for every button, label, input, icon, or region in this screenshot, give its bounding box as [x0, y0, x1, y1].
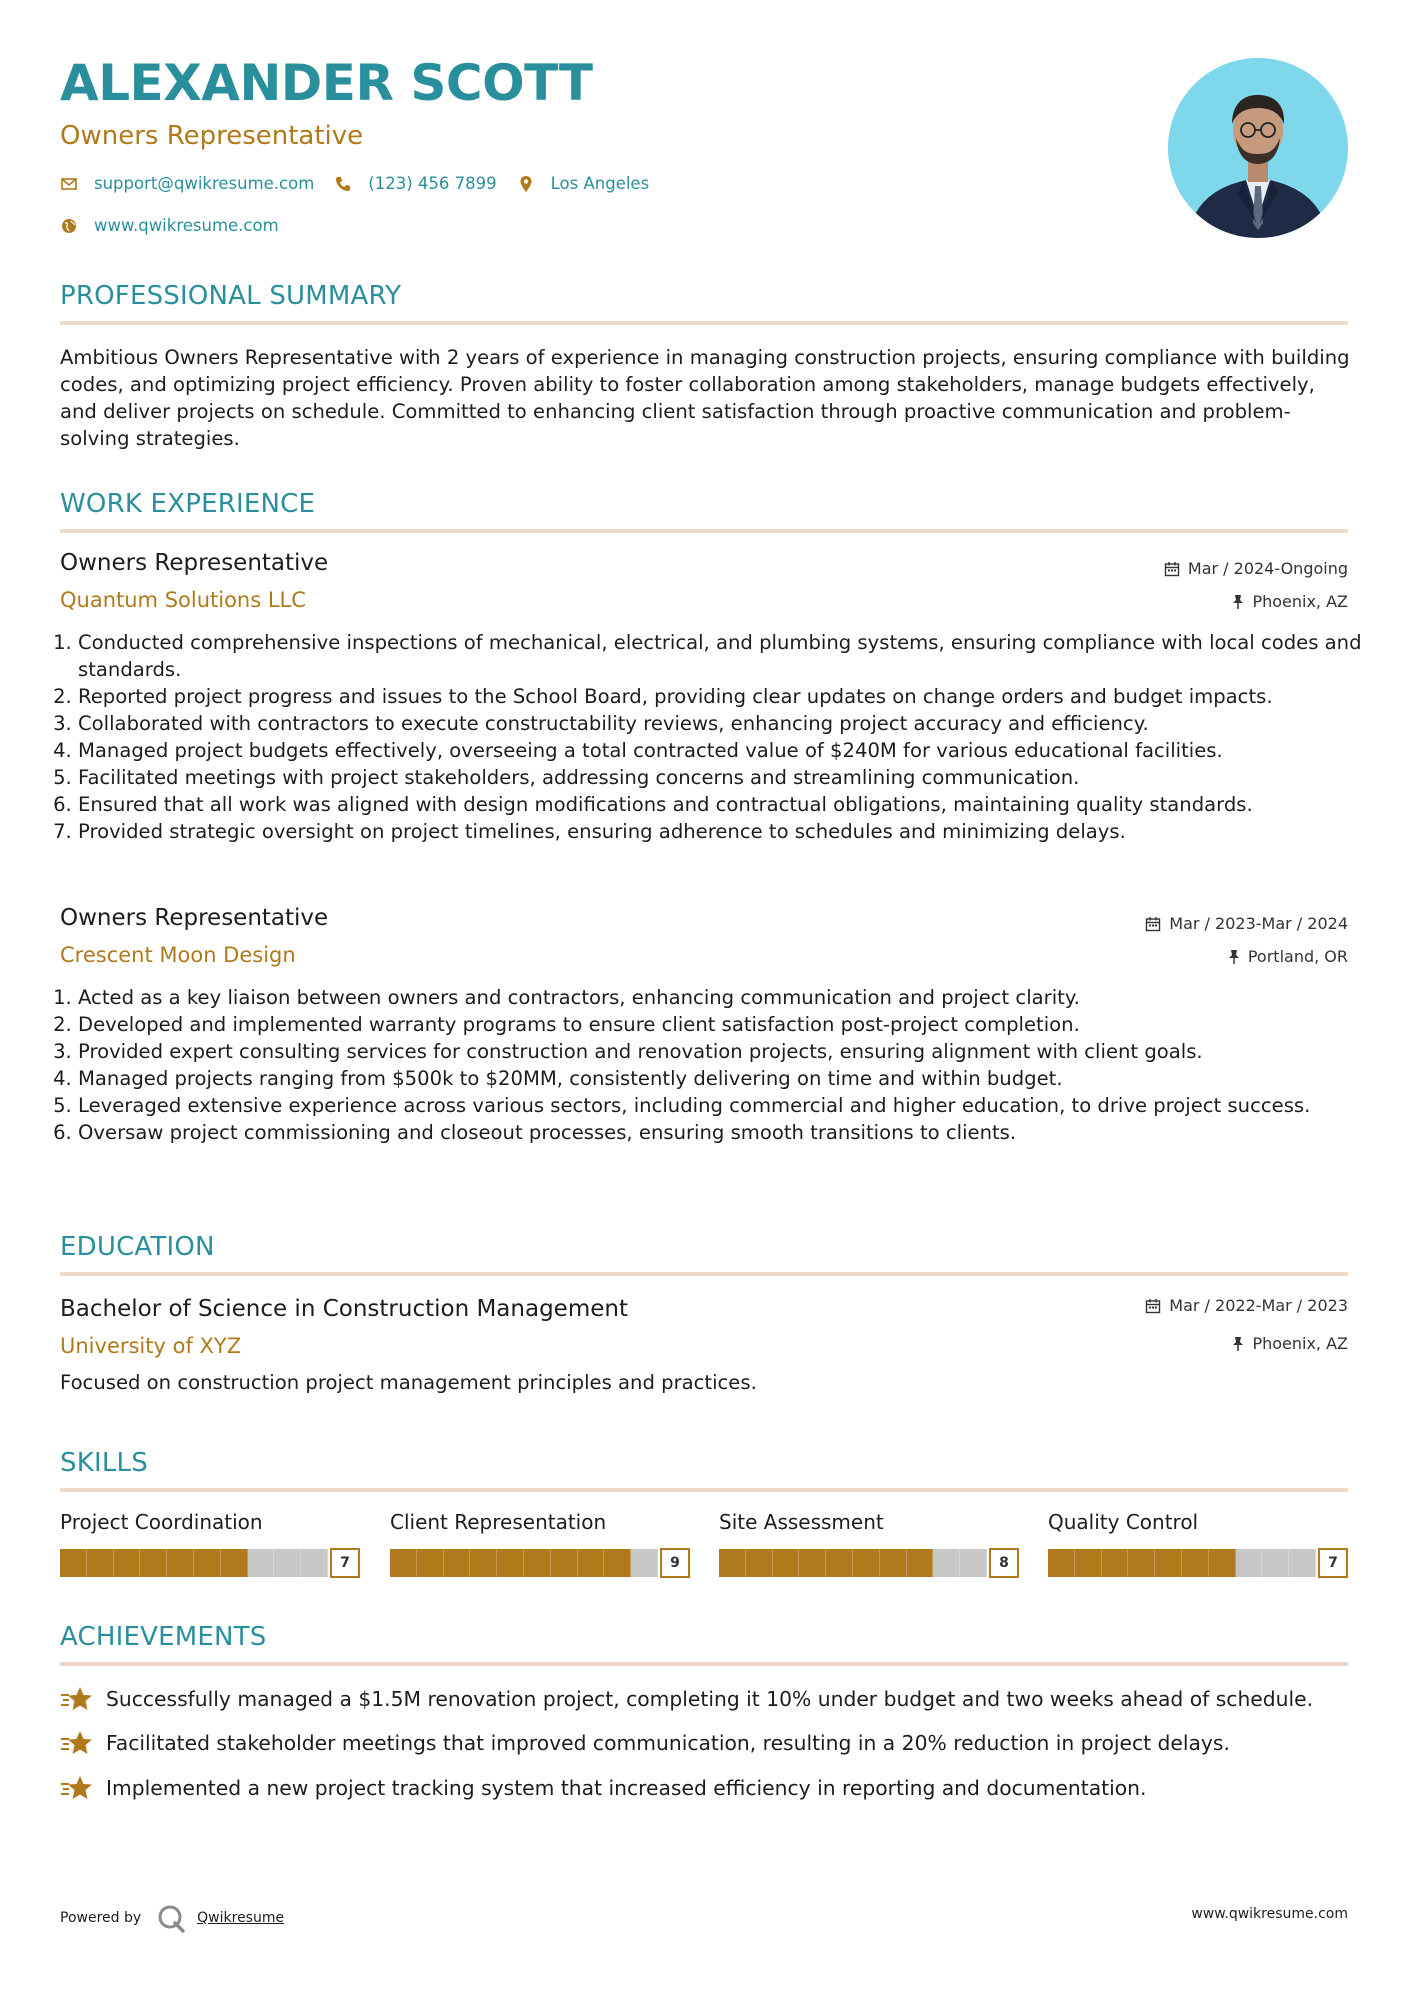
skill-bar-segment: [274, 1549, 301, 1577]
phone-text: (123) 456 7899: [368, 174, 497, 193]
website-text: www.qwikresume.com: [94, 216, 279, 235]
phone-item[interactable]: [334, 174, 516, 193]
skill-bar-segment: [1182, 1549, 1209, 1577]
list-item: 7. Provided strategic oversight on project timelines, ensuring adherence to schedules and minimizing delays.: [78, 818, 1368, 845]
job-date: [1145, 914, 1348, 933]
section-title-skills: SKILLS: [60, 1448, 148, 1478]
skill-bar-segment: [497, 1549, 524, 1577]
skill-bar-segment: [1209, 1549, 1236, 1577]
email-text: support@qwikresume.com: [94, 174, 315, 193]
job-location-text: Portland, OR: [1247, 947, 1348, 966]
skill-bar-segment: [1128, 1549, 1155, 1577]
skill-bar-track: [719, 1549, 987, 1577]
section-title-experience: WORK EXPERIENCE: [60, 489, 316, 519]
email-item[interactable]: [60, 174, 334, 193]
section-title-achievements: ACHIEVEMENTS: [60, 1622, 267, 1652]
list-item: 3. Collaborated with contractors to execute constructability reviews, enhancing project accuracy and efficiency.: [78, 710, 1368, 737]
skill-bar-segment: [551, 1549, 578, 1577]
envelope-icon: [60, 175, 78, 193]
skill-bar-segment: [826, 1549, 853, 1577]
skill-bar-segment: [1048, 1549, 1075, 1577]
map-pin-icon: [517, 175, 535, 193]
footer-powered-by: [60, 1902, 284, 1934]
list-item: 5. Facilitated meetings with project stakeholders, addressing concerns and streamlining communication.: [78, 764, 1368, 791]
achievement-text: Successfully managed a $1.5M renovation project, completing it 10% under budget and two weeks ahead of schedule.: [106, 1687, 1314, 1711]
job-date-text: Mar / 2023-Mar / 2024: [1169, 914, 1348, 933]
location-item: [517, 174, 670, 193]
skill-bar-segment: [444, 1549, 471, 1577]
skill-bar-segment: [248, 1549, 275, 1577]
section-divider: [60, 321, 1348, 325]
skill-bar-segment: [87, 1549, 114, 1577]
contact-row-website: [60, 216, 299, 235]
summary-text: Ambitious Owners Representative with 2 years of experience in managing construction projects, ensuring compliance with building codes, and optimizing project efficiency. Proven ability to foster collaboration among stakeholders, manage budgets effectively, and deliver projects on schedule. Committed to enhancing client satisfaction through proactive communication and problem-solving strategies.: [60, 346, 1350, 450]
skill-bar-segment: [578, 1549, 605, 1577]
skill-bar-segment: [194, 1549, 221, 1577]
skill-bar-segment: [719, 1549, 746, 1577]
pushpin-icon: [1232, 1336, 1244, 1352]
pushpin-icon: [1228, 949, 1240, 965]
list-item: 1. Acted as a key liaison between owners and contractors, enhancing communication and project clarity.: [78, 984, 1368, 1011]
skill-score: 9: [660, 1548, 690, 1578]
star-award-icon: [60, 1774, 94, 1802]
skill-bar-segment: [140, 1549, 167, 1577]
job-location: [1228, 947, 1348, 966]
powered-by-label: Powered by: [60, 1910, 142, 1926]
section-title-education: EDUCATION: [60, 1232, 215, 1262]
school-name: University of XYZ: [60, 1334, 242, 1358]
achievement-text: Facilitated stakeholder meetings that improved communication, resulting in a 20% reduction in project delays.: [106, 1731, 1230, 1755]
skill-label: Client Representation: [390, 1510, 607, 1534]
skill-bar-segment: [417, 1549, 444, 1577]
star-award-icon: [60, 1685, 94, 1713]
list-item: 3. Provided expert consulting services for construction and renovation projects, ensuring alignment with client goals.: [78, 1038, 1368, 1065]
skill-label: Project Coordination: [60, 1510, 263, 1534]
skill-bar-segment: [1289, 1549, 1316, 1577]
skill-bar-segment: [933, 1549, 960, 1577]
calendar-icon: [1164, 561, 1180, 577]
phone-icon: [334, 175, 352, 193]
job-bullets: [60, 629, 1368, 845]
skill-bar-segment: [221, 1549, 248, 1577]
skill-bar-track: [60, 1549, 328, 1577]
education-description: Focused on construction project management principles and practices.: [60, 1371, 757, 1394]
skill-item: [390, 1510, 690, 1578]
achievement-item: [60, 1685, 1313, 1713]
skill-score: 7: [330, 1548, 360, 1578]
skill-level-bar: [1048, 1548, 1348, 1578]
skill-bar-segment: [604, 1549, 631, 1577]
list-item: 2. Reported project progress and issues to the School Board, providing clear updates on change orders and budget impacts.: [78, 683, 1368, 710]
job-location-text: Phoenix, AZ: [1252, 592, 1348, 611]
job-company: Crescent Moon Design: [60, 943, 296, 967]
skill-bar-segment: [1155, 1549, 1182, 1577]
skill-bar-segment: [470, 1549, 497, 1577]
profile-photo: [1168, 58, 1348, 238]
skill-bar-segment: [746, 1549, 773, 1577]
skill-bar-segment: [960, 1549, 987, 1577]
skill-label: Quality Control: [1048, 1510, 1199, 1534]
job-date: [1164, 559, 1348, 578]
contact-row: [60, 174, 669, 193]
job-title: Owners Representative: [60, 550, 329, 576]
website-item[interactable]: [60, 216, 299, 235]
skill-level-bar: [719, 1548, 1019, 1578]
section-divider: [60, 529, 1348, 533]
skill-bar-segment: [907, 1549, 934, 1577]
skill-bar-track: [1048, 1549, 1316, 1577]
skill-bar-segment: [1236, 1549, 1263, 1577]
skill-score: 7: [1318, 1548, 1348, 1578]
footer-url[interactable]: www.qwikresume.com: [1191, 1906, 1348, 1922]
skill-bar-track: [390, 1549, 658, 1577]
star-award-icon: [60, 1729, 94, 1757]
skill-bar-segment: [1102, 1549, 1129, 1577]
section-divider: [60, 1662, 1348, 1666]
job-date-text: Mar / 2024-Ongoing: [1187, 559, 1348, 578]
skill-level-bar: [390, 1548, 690, 1578]
skill-bar-segment: [799, 1549, 826, 1577]
calendar-icon: [1145, 1298, 1161, 1314]
globe-icon: [60, 217, 78, 235]
list-item: 4. Managed projects ranging from $500k to $20MM, consistently delivering on time and within budget.: [78, 1065, 1368, 1092]
education-location: [1232, 1334, 1348, 1353]
location-text: Los Angeles: [550, 174, 650, 193]
skill-bar-segment: [390, 1549, 417, 1577]
education-location-text: Phoenix, AZ: [1252, 1334, 1348, 1353]
pushpin-icon: [1232, 594, 1244, 610]
section-divider: [60, 1488, 1348, 1492]
skill-label: Site Assessment: [719, 1510, 884, 1534]
skill-bar-segment: [773, 1549, 800, 1577]
skill-bar-segment: [1262, 1549, 1289, 1577]
job-title: Owners Representative: [60, 905, 329, 931]
skill-item: [1048, 1510, 1348, 1578]
skill-bar-segment: [301, 1549, 328, 1577]
skill-bar-segment: [60, 1549, 87, 1577]
degree-title: Bachelor of Science in Construction Management: [60, 1296, 628, 1322]
skill-bar-segment: [880, 1549, 907, 1577]
section-divider: [60, 1272, 1348, 1276]
qwikresume-logo-icon: [155, 1902, 187, 1934]
skill-bar-segment: [1075, 1549, 1102, 1577]
list-item: 2. Developed and implemented warranty programs to ensure client satisfaction post-project completion.: [78, 1011, 1368, 1038]
list-item: 6. Oversaw project commissioning and closeout processes, ensuring smooth transitions to clients.: [78, 1119, 1368, 1146]
education-date: [1145, 1296, 1348, 1315]
skill-bar-segment: [853, 1549, 880, 1577]
list-item: 4. Managed project budgets effectively, overseeing a total contracted value of $240M for various educational facilities.: [78, 737, 1368, 764]
job-bullets: [60, 984, 1368, 1146]
brand-link[interactable]: Qwikresume: [197, 1910, 285, 1926]
skill-item: [60, 1510, 360, 1578]
skill-bar-segment: [524, 1549, 551, 1577]
job-company: Quantum Solutions LLC: [60, 588, 306, 612]
achievement-text: Implemented a new project tracking system that increased efficiency in reporting and documentation.: [106, 1776, 1147, 1800]
section-title-summary: PROFESSIONAL SUMMARY: [60, 281, 402, 311]
list-item: 5. Leveraged extensive experience across various sectors, including commercial and higher education, to drive project success.: [78, 1092, 1368, 1119]
candidate-name: ALEXANDER SCOTT: [60, 54, 593, 112]
achievement-item: [60, 1729, 1230, 1757]
skill-bar-segment: [631, 1549, 658, 1577]
achievement-item: [60, 1774, 1146, 1802]
skill-item: [719, 1510, 1019, 1578]
job-location: [1232, 592, 1348, 611]
list-item: 1. Conducted comprehensive inspections of mechanical, electrical, and plumbing systems, ensuring compliance with local codes and standards.: [78, 629, 1368, 683]
candidate-role: Owners Representative: [60, 121, 364, 151]
skill-bar-segment: [114, 1549, 141, 1577]
skill-bar-segment: [167, 1549, 194, 1577]
skill-score: 8: [989, 1548, 1019, 1578]
skill-level-bar: [60, 1548, 360, 1578]
list-item: 6. Ensured that all work was aligned with design modifications and contractual obligations, maintaining quality standards.: [78, 791, 1368, 818]
calendar-icon: [1145, 916, 1161, 932]
education-date-text: Mar / 2022-Mar / 2023: [1169, 1296, 1348, 1315]
